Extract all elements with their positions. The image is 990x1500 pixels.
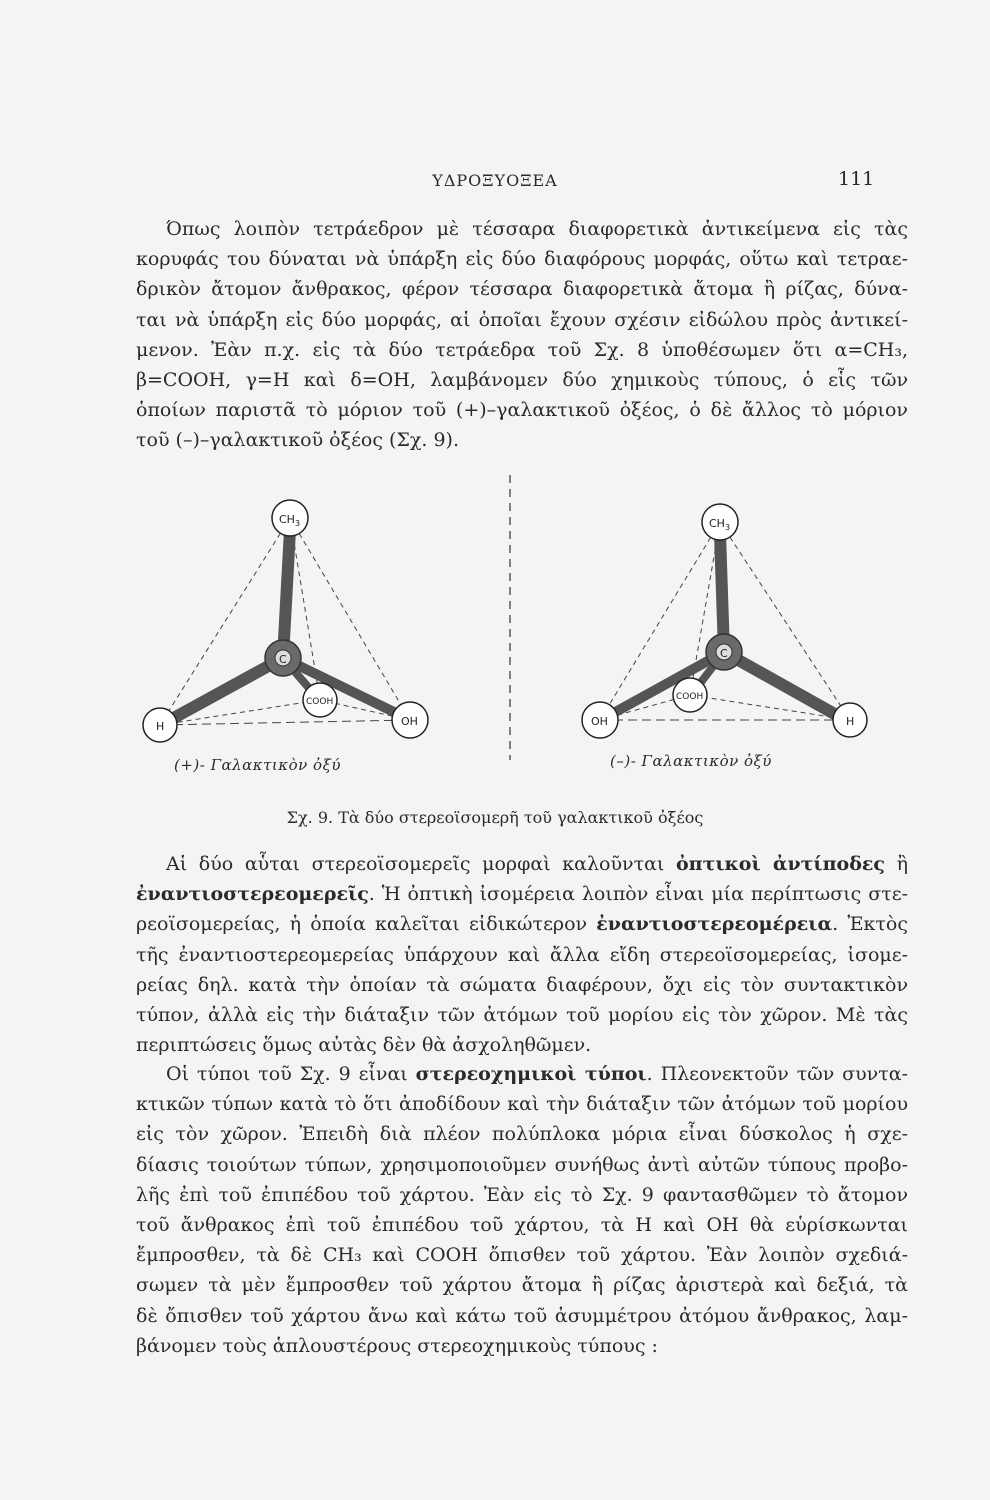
text-line (136, 970, 908, 1000)
text-run: κτικῶν τύπων κατὰ τὸ ὅτι ἀποδίδουν καὶ τὴν διάταξιν τῶν ἀτόμων τοῦ μορίου (136, 1093, 908, 1116)
text-run: δίασις τοιούτων τύπων, χρησιμοποιοῦμεν συνήθως ἀντὶ αὐτῶν τύπους προβο- (136, 1153, 908, 1176)
atom-carbon-label: C (279, 653, 287, 666)
text-line (136, 1150, 908, 1180)
text-line (136, 879, 908, 909)
atom-ch3-label: $CH_3$ (279, 513, 301, 528)
text-run: βάνομεν τοὺς ἁπλουστέρους στερεοχημικοὺς τύπους : (136, 1334, 658, 1357)
paragraph-1 (136, 214, 908, 456)
right-molecule (582, 504, 867, 738)
text-line (136, 940, 908, 970)
text-line (136, 1089, 908, 1119)
text-line (136, 1301, 908, 1331)
text-line: μενον. Ἐὰν π.χ. εἰς τὰ δύο τετράεδρα τοῦ Σχ. 8 ὑποθέσωμεν ὅτι α=CH₃, (136, 338, 908, 361)
left-molecule (143, 500, 428, 742)
text-line (136, 1210, 908, 1240)
paragraph-2 (136, 849, 908, 1060)
left-molecule-label: (+)- Γαλακτικὸν ὀξύ (174, 756, 341, 774)
atom-h-label: H (156, 720, 165, 733)
text-line (136, 1270, 908, 1300)
atom-ch3-label: $CH_3$ (709, 517, 731, 532)
text-line: Όπως λοιπὸν τετράεδρον μὲ τέσσαρα διαφορετικὰ ἀντικείμενα εἰς τὰς (166, 218, 908, 240)
atom-oh-label: OH (591, 715, 608, 728)
page-number: 111 (838, 168, 875, 190)
text-line: ὁποίων παριστᾶ τὸ μόριον τοῦ (+)–γαλακτικοῦ ὀξέος, ὁ δὲ ἄλλος τὸ μόριον (136, 399, 908, 422)
text-run: Οἱ τύποι τοῦ Σχ. 9 εἶναι (166, 1063, 416, 1085)
text-run: σωμεν τὰ μὲν ἔμπροσθεν τοῦ χάρτου ἄτομα ἢ ρίζας ἀριστερὰ καὶ δεξιά, τὰ (136, 1274, 908, 1297)
text-line: δρικὸν ἄτομον ἄνθρακος, φέρον τέσσαρα διαφορετικὰ ἄτομα ἢ ρίζας, δύνα- (136, 278, 908, 301)
text-run: λῆς ἐπὶ τοῦ ἐπιπέδου τοῦ χάρτου. Ἐὰν εἰς τὸ Σχ. 9 φαντασθῶμεν τὸ ἄτομον (136, 1183, 908, 1206)
text-run: τύπον, ἀλλὰ εἰς τὴν διάταξιν τῶν ἀτόμων τοῦ μορίου εἰς τὸν χῶρον. Μὲ τὰς (136, 1003, 908, 1026)
figure-stereoisomers (120, 470, 900, 790)
text-run: τοῦ ἄνθρακος ἐπὶ τοῦ ἐπιπέδου τοῦ χάρτου, τὰ H καὶ OH θὰ εὑρίσκωνται (136, 1213, 908, 1236)
bold-term: ὀπτικοὶ ἀντίποδες (675, 853, 885, 875)
atom-h-label: H (846, 715, 855, 728)
text-run: ρείας δηλ. κατὰ τὴν ὁποίαν τὰ σώματα διαφέρουν, ὄχι εἰς τὸν συντακτικὸν (136, 973, 908, 996)
page-header-title: ΥΔΡΟΞΥΟΞΕΑ (432, 171, 558, 190)
text-run: Αἱ δύο αὗται στερεοϊσομερεῖς μορφαὶ καλοῦνται (166, 853, 676, 875)
text-line (136, 1180, 908, 1210)
text-line (136, 909, 908, 939)
text-line (136, 1331, 908, 1361)
paragraph-3 (136, 1059, 908, 1361)
text-line: ται νὰ ὑπάρξη εἰς δύο μορφάς, αἱ ὁποῖαι ἔχουν σχέσιν εἰδώλου πρὸς ἀντικεί- (136, 308, 908, 331)
bold-term: ἐναντιοστερεομέρεια (596, 913, 833, 936)
text-line (136, 1240, 908, 1270)
text-run: . Πλεονεκτοῦν τῶν συντα- (646, 1063, 908, 1085)
text-run: . Ἐκτὸς (832, 913, 908, 936)
text-line (136, 1059, 908, 1089)
text-run: ρεοϊσομερείας, ἡ ὁποία καλεῖται εἰδικώτερον (136, 913, 597, 936)
text-line (136, 849, 908, 879)
text-line: τοῦ (–)–γαλακτικοῦ ὀξέος (Σχ. 9). (136, 429, 460, 452)
text-run: ἔμπροσθεν, τὰ δὲ CH₃ καὶ COOH ὄπισθεν τοῦ χάρτου. Ἐὰν λοιπὸν σχεδιά- (136, 1244, 908, 1267)
text-run: δὲ ὄπισθεν τοῦ χάρτου ἄνω καὶ κάτω τοῦ ἀσυμμέτρου ἀτόμου ἄνθρακος, λαμ- (136, 1304, 908, 1327)
atom-cooh-label: COOH (306, 697, 334, 707)
bold-term: στερεοχημικοὶ τύποι (415, 1063, 647, 1085)
text-run: τῆς ἐναντιοστερεομερείας ὑπάρχουν καὶ ἄλλα εἴδη στερεοϊσομερείας, ἰσομε- (136, 943, 908, 966)
right-molecule-label: (–)- Γαλακτικὸν ὀξύ (610, 752, 772, 770)
text-run: . Ἡ ὀπτικὴ ἰσομέρεια λοιπὸν εἶναι μία περίπτωσις στε- (368, 883, 908, 906)
lactic-acid-diagram (120, 470, 900, 790)
text-line (136, 1030, 908, 1060)
text-run: ἢ (885, 853, 908, 875)
text-run: εἰς τὸν χῶρον. Ἐπειδὴ διὰ πλέον πολύπλοκα μόρια εἶναι δύσκολος ἡ σχε- (136, 1123, 908, 1146)
text-line (136, 1119, 908, 1149)
text-line: β=COOH, γ=H καὶ δ=OH, λαμβάνομεν δύο χημικοὺς τύπους, ὁ εἷς τῶν (136, 368, 908, 391)
figure-caption: Σχ. 9. Τὰ δύο στερεοϊσομερῆ τοῦ γαλακτικοῦ ὀξέος (286, 808, 704, 827)
atom-cooh-label: COOH (676, 692, 704, 702)
text-run: περιπτώσεις ὅμως αὐτὰς δὲν θὰ ἀσχοληθῶμεν. (136, 1034, 592, 1057)
atom-oh-label: OH (401, 715, 418, 728)
atom-carbon-label: C (720, 647, 728, 660)
text-line (136, 1000, 908, 1030)
text-line: κορυφάς του δύναται νὰ ὑπάρξη εἰς δύο διαφόρους μορφάς, οὕτω καὶ τετραε- (136, 248, 908, 271)
bold-term: ἐναντιοστερεομερεῖς (136, 883, 369, 906)
